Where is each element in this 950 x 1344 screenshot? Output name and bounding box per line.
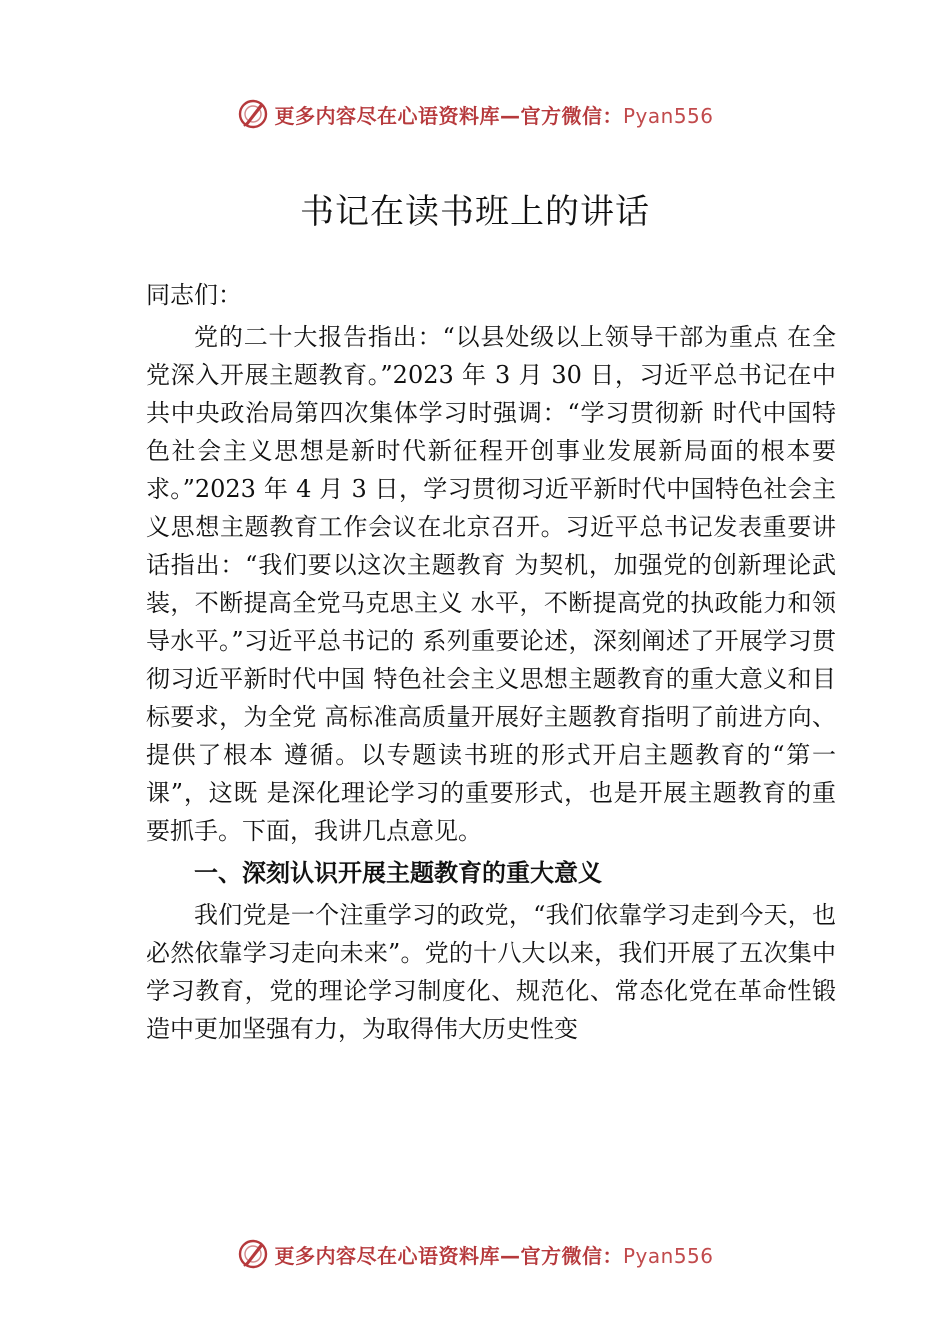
- quill-logo-icon: [236, 97, 270, 131]
- document-body: [146, 276, 836, 1048]
- watermark-text: 更多内容尽在心语资料库—官方微信：Pyan556: [274, 1243, 714, 1268]
- header-watermark: [0, 94, 950, 134]
- watermark-text: 更多内容尽在心语资料库—官方微信：Pyan556: [274, 103, 714, 128]
- footer-watermark: [0, 1234, 950, 1274]
- paragraph: 党的二十大报告指出：“以县处级以上领导干部为重点 在全党深入开展主题教育。”2023 年 3 月 30 日，习近平总书记在中共中央政治局第四次集体学习时强调：“学习贯彻新 时代中国特色社会主义思想是新时代新征程开创事业发展新局面的根本要求。”2023 年 4 月 3 日，学习贯彻习近平新时代中国特色社会主义思想主题教育工作会议在北京召开。习近平总书记发表重要讲话指出：“我们要以这次主题教育 为契机，加强党的创新理论武装，不断提高全党马克思主义 水平，不断提高党的执政能力和领导水平。”习近平总书记的 系列重要论述，深刻阐述了开展学习贯彻习近平新时代中国 特色社会主义思想主题教育的重大意义和目标要求，为全党 高标准高质量开展好主题教育指明了前进方向、提供了根本 遵循。以专题读书班的形式开启主题教育的“第一课”，这既 是深化理论学习的重要形式，也是开展主题教育的重要抓手。下面，我讲几点意见。: [146, 323, 836, 845]
- salutation: 同志们：: [146, 281, 242, 309]
- document-title: 书记在读书班上的讲话: [300, 192, 650, 232]
- section-heading: 一、深刻认识开展主题教育的重大意义: [194, 859, 602, 887]
- quill-logo-icon: [236, 1237, 270, 1271]
- paragraph: 我们党是一个注重学习的政党，“我们依靠学习走到今天，也必然依靠学习走向未来”。党的十八大以来，我们开展了五次集中学习教育，党的理论学习制度化、规范化、常态化党在革命性锻造中更加坚强有力，为取得伟大历史性变: [146, 901, 836, 1043]
